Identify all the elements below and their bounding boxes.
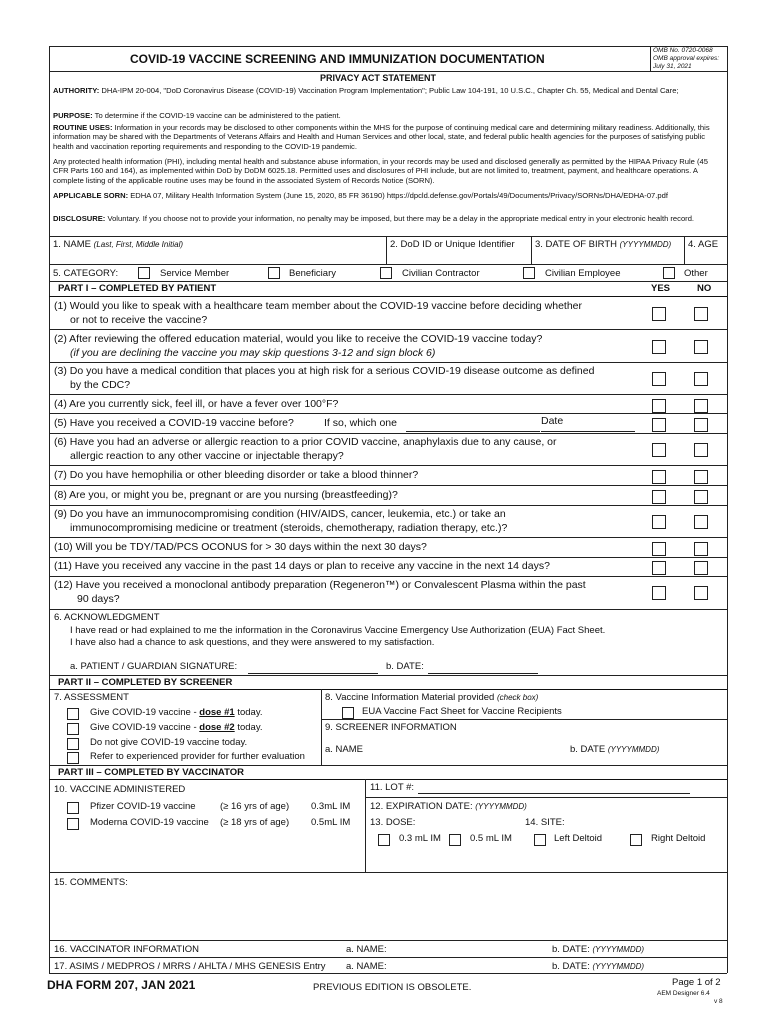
- dodid-label: 2. DoD ID or Unique Identifier: [390, 239, 515, 250]
- question-1-line1: (1) Would you like to speak with a healthcare team member about the COVID-19 vaccine before deciding whether: [54, 300, 582, 312]
- q2-yes-checkbox[interactable]: [652, 340, 666, 354]
- q2-no-checkbox[interactable]: [694, 340, 708, 354]
- name-label: 1. NAME (Last, First, Middle Initial): [53, 239, 184, 250]
- form-top-border: [49, 46, 727, 47]
- moderna-age: (≥ 18 yrs of age): [220, 817, 290, 828]
- form-bottom-border: [49, 973, 727, 974]
- q6-divider: [49, 465, 727, 466]
- vaccinator-divider: [49, 957, 727, 958]
- screener-info-label: 9. SCREENER INFORMATION: [325, 722, 457, 733]
- right-deltoid-checkbox[interactable]: [630, 834, 642, 846]
- refer-provider-label: Refer to experienced provider for further evaluation: [90, 751, 305, 762]
- q7-yes-checkbox[interactable]: [652, 470, 666, 484]
- vaccinator-date-label: b. DATE: (YYYYMMDD): [552, 944, 645, 955]
- category-bottom-line: [49, 281, 727, 282]
- q11-yes-checkbox[interactable]: [652, 561, 666, 575]
- form-version: v 8: [714, 998, 723, 1005]
- yes-column-header: YES: [651, 283, 671, 294]
- form-title: COVID-19 VACCINE SCREENING AND IMMUNIZATION DOCUMENTATION: [130, 52, 545, 66]
- ack-line2: I have also had a chance to ask questions, and they were answered to my satisfaction.: [70, 637, 435, 648]
- purpose-paragraph: PURPOSE: To determine if the COVID-19 vaccine can be administered to the patient.: [53, 111, 341, 120]
- q1-divider: [49, 329, 727, 330]
- category-other-label: Other: [684, 268, 708, 279]
- obsolete-notice: PREVIOUS EDITION IS OBSOLETE.: [313, 982, 472, 993]
- form-right-border: [727, 46, 728, 973]
- dose-03-checkbox[interactable]: [378, 834, 390, 846]
- question-3-line1: (3) Do you have a medical condition that places you at high risk for a serious COVID-19 disease outcome as defined: [54, 365, 595, 377]
- omb-divider: [650, 46, 651, 71]
- dose-05-checkbox[interactable]: [449, 834, 461, 846]
- ack-date-label: b. DATE:: [386, 661, 424, 672]
- screener-name-label: a. NAME: [325, 744, 364, 755]
- pfizer-label: Pfizer COVID-19 vaccine: [90, 801, 196, 812]
- q1-yes-checkbox[interactable]: [652, 307, 666, 321]
- q5-yes-checkbox[interactable]: [652, 418, 666, 432]
- pfizer-checkbox[interactable]: [67, 802, 79, 814]
- q4-yes-checkbox[interactable]: [652, 399, 666, 413]
- left-deltoid-checkbox[interactable]: [534, 834, 546, 846]
- q6-no-checkbox[interactable]: [694, 443, 708, 457]
- header-divider: [49, 71, 727, 72]
- field-divider-1: [386, 236, 387, 264]
- dose-05-label: 0.5 mL IM: [470, 833, 512, 844]
- form-left-border: [49, 46, 50, 973]
- question-10: (10) Will you be TDY/TAD/PCS OCONUS for > 30 days within the next 30 days?: [54, 541, 427, 553]
- screener-date-label: b. DATE (YYYYMMDD): [570, 744, 660, 755]
- part3-heading: PART III – COMPLETED BY VACCINATOR: [58, 767, 244, 778]
- part1-heading: PART I – COMPLETED BY PATIENT: [58, 283, 217, 294]
- question-5: (5) Have you received a COVID-19 vaccine before?: [54, 417, 294, 429]
- q8-yes-checkbox[interactable]: [652, 490, 666, 504]
- signature-label: a. PATIENT / GUARDIAN SIGNATURE:: [70, 661, 238, 672]
- question-6-line1: (6) Have you had an adverse or allergic reaction to a prior COVID vaccine, anaphylaxis due to any cause, or: [54, 436, 557, 448]
- question-11: (11) Have you received any vaccine in the past 14 days or plan to receive any vaccine in the next 14 days?: [54, 560, 550, 572]
- right-deltoid-label: Right Deltoid: [651, 833, 706, 844]
- give-dose1-label: Give COVID-19 vaccine - dose #1 today.: [90, 707, 263, 718]
- q10-divider: [49, 557, 727, 558]
- comments-bottom-line: [49, 940, 727, 941]
- question-9-line1: (9) Do you have an immunocompromising condition (HIV/AIDS, cancer, leukemia, etc.) or take an: [54, 508, 506, 520]
- eua-label: EUA Vaccine Fact Sheet for Vaccine Recipients: [362, 706, 562, 717]
- ack-divider: [49, 675, 727, 676]
- part3-column-divider: [365, 779, 366, 872]
- form-number: DHA FORM 207, JAN 2021: [47, 978, 196, 992]
- q8-divider: [49, 505, 727, 506]
- question-1-line2: or not to receive the vaccine?: [70, 314, 208, 326]
- question-9-line2: immunocompromising medicine or treatment (steroids, chemotherapy, radiation therapy, etc.)?: [70, 522, 508, 534]
- eua-checkbox[interactable]: [342, 707, 354, 719]
- q5-divider: [49, 433, 727, 434]
- fields-top-line: [49, 236, 727, 237]
- category-contractor-label: Civilian Contractor: [402, 268, 480, 279]
- refer-provider-checkbox[interactable]: [67, 752, 79, 764]
- field-divider-3: [684, 236, 685, 264]
- sorn-paragraph: APPLICABLE SORN: EDHA 07, Military Health Information System (June 15, 2020, 85 FR 36190) https://dpcld.defense.gov/Portals/49/Documents/Privacy/SORNs/DHA/EDHA-07.pdf: [53, 191, 668, 200]
- q7-divider: [49, 485, 727, 486]
- q6-yes-checkbox[interactable]: [652, 443, 666, 457]
- category-beneficiary-label: Beneficiary: [289, 268, 336, 279]
- phi-paragraph: Any protected health information (PHI), including mental health and substance abuse information, in your records may be used and disclosed generally as permitted by the HIPAA Privacy Rule (45 CFR Parts 160 and 164), as implemented within DoD by DoDM 6025.18. Permitted uses and disclosures of PHI include, but are not limited to, treatment, payment, and healthcare operations. A complete listing of the applicable routine uses may be found in the associated System of Records Notice (SORN).: [53, 157, 708, 185]
- systems-entry-label: 17. ASIMS / MEDPROS / MRRS / AHLTA / MHS GENESIS Entry: [54, 961, 326, 972]
- do-not-give-label: Do not give COVID-19 vaccine today.: [90, 737, 248, 748]
- pfizer-age: (≥ 16 yrs of age): [220, 801, 290, 812]
- question-12-line2: 90 days?: [77, 593, 120, 605]
- q2-divider: [49, 362, 727, 363]
- q7-no-checkbox[interactable]: [694, 470, 708, 484]
- assessment-label: 7. ASSESSMENT: [54, 692, 129, 703]
- category-other-checkbox[interactable]: [663, 267, 675, 279]
- category-service-label: Service Member: [160, 268, 230, 279]
- part3-mid-line: [49, 872, 727, 873]
- category-employee-checkbox[interactable]: [523, 267, 535, 279]
- ack-line1: I have read or had explained to me the information in the Coronavirus Vaccine Emergency Use Authorization (EUA) Fact Sheet.: [70, 625, 606, 636]
- q10-no-checkbox[interactable]: [694, 542, 708, 556]
- dose-label: 13. DOSE:: [370, 817, 416, 828]
- lot-label: 11. LOT #:: [370, 782, 415, 793]
- expiration-label: 12. EXPIRATION DATE: (YYYYMMDD): [370, 801, 527, 812]
- q1-no-checkbox[interactable]: [694, 307, 708, 321]
- omb-expires-date: July 31, 2021: [653, 63, 692, 70]
- q5-no-checkbox[interactable]: [694, 418, 708, 432]
- q8-no-checkbox[interactable]: [694, 490, 708, 504]
- question-8: (8) Are you, or might you be, pregnant or are you nursing (breastfeeding)?: [54, 489, 398, 501]
- question-2-line2: (if you are declining the vaccine you may skip questions 3-12 and sign block 6): [70, 347, 436, 359]
- q5-date-field[interactable]: [541, 431, 635, 432]
- give-dose2-checkbox[interactable]: [67, 723, 79, 735]
- fields-bottom-line: [49, 264, 727, 265]
- q11-divider: [49, 576, 727, 577]
- part3-heading-line: [49, 779, 727, 780]
- omb-expires-label: OMB approval expires:: [653, 55, 720, 62]
- q9-no-checkbox[interactable]: [694, 515, 708, 529]
- give-dose2-label: Give COVID-19 vaccine - dose #2 today.: [90, 722, 263, 733]
- age-label: 4. AGE: [688, 239, 719, 250]
- moderna-label: Moderna COVID-19 vaccine: [90, 817, 209, 828]
- q4-no-checkbox[interactable]: [694, 399, 708, 413]
- part2-heading: PART II – COMPLETED BY SCREENER: [58, 677, 233, 688]
- signature-field[interactable]: [248, 673, 378, 674]
- part2-column-divider: [321, 689, 322, 765]
- q3-yes-checkbox[interactable]: [652, 372, 666, 386]
- designer-version: AEM Designer 6.4: [657, 990, 710, 997]
- ack-label: 6. ACKNOWLEDGMENT: [54, 612, 160, 623]
- privacy-heading: PRIVACY ACT STATEMENT: [320, 73, 437, 83]
- question-6-line2: allergic reaction to any other vaccine or injectable therapy?: [70, 450, 344, 462]
- disclosure-paragraph: DISCLOSURE: Voluntary. If you choose not to provide your information, no penalty may be imposed, but there may be a delay in the appropriate medical entry in your electronic health record.: [53, 214, 695, 223]
- question-7: (7) Do you have hemophilia or other bleeding disorder or take a blood thinner?: [54, 469, 419, 481]
- question-12-line1: (12) Have you received a monoclonal antibody preparation (Regeneron™) or Convalescent Plasma within the past: [54, 579, 586, 591]
- ack-date-field[interactable]: [428, 673, 538, 674]
- q4-divider: [49, 413, 727, 414]
- q12-divider: [49, 609, 727, 610]
- category-label: 5. CATEGORY:: [53, 268, 119, 279]
- lot-field[interactable]: [418, 793, 690, 794]
- vaccinator-name-label: a. NAME:: [346, 944, 387, 955]
- q5-date-label: Date: [541, 415, 564, 427]
- screener-top-line: [321, 719, 727, 720]
- omb-number: OMB No. 0720-0068: [653, 47, 713, 54]
- give-dose1-checkbox[interactable]: [67, 708, 79, 720]
- q11-no-checkbox[interactable]: [694, 561, 708, 575]
- dose-03-label: 0.3 mL IM: [399, 833, 441, 844]
- category-contractor-checkbox[interactable]: [380, 267, 392, 279]
- q5-which-field[interactable]: [406, 431, 540, 432]
- part2-heading-line: [49, 689, 727, 690]
- q9-divider: [49, 537, 727, 538]
- q10-yes-checkbox[interactable]: [652, 542, 666, 556]
- comments-label: 15. COMMENTS:: [54, 877, 128, 888]
- page-number: Page 1 of 2: [672, 977, 721, 988]
- pfizer-dose: 0.3mL IM: [311, 801, 351, 812]
- q5-which-label: If so, which one: [324, 417, 397, 429]
- do-not-give-checkbox[interactable]: [67, 738, 79, 750]
- site-label: 14. SITE:: [525, 817, 565, 828]
- moderna-dose: 0.5mL IM: [311, 817, 351, 828]
- q12-no-checkbox[interactable]: [694, 586, 708, 600]
- category-employee-label: Civilian Employee: [545, 268, 621, 279]
- lot-divider: [365, 797, 727, 798]
- q12-yes-checkbox[interactable]: [652, 586, 666, 600]
- dob-label: 3. DATE OF BIRTH (YYYYMMDD): [535, 239, 672, 250]
- vaccine-admin-label: 10. VACCINE ADMINISTERED: [54, 784, 186, 795]
- field-divider-2: [531, 236, 532, 264]
- part2-bottom-line: [49, 765, 727, 766]
- q3-divider: [49, 394, 727, 395]
- moderna-checkbox[interactable]: [67, 818, 79, 830]
- vim-label: 8. Vaccine Information Material provided (check box): [325, 692, 539, 703]
- part1-heading-line: [49, 296, 727, 297]
- routine-uses-paragraph: ROUTINE USES: Information in your records may be disclosed to other components within the MHS for the purpose of continuing medical care and determining military readiness. Additionally, this information may be shared with the Departments of Veterans Affairs and Health and Human Services and other local, state, and federal public health agencies for the purposes of satisfying public health and vaccination reporting requirements and responding to the COVID-19 pandemic.: [53, 123, 710, 151]
- q9-yes-checkbox[interactable]: [652, 515, 666, 529]
- systems-name-label: a. NAME:: [346, 961, 387, 972]
- category-beneficiary-checkbox[interactable]: [268, 267, 280, 279]
- question-3-line2: by the CDC?: [70, 379, 131, 391]
- left-deltoid-label: Left Deltoid: [554, 833, 603, 844]
- category-service-checkbox[interactable]: [138, 267, 150, 279]
- no-column-header: NO: [697, 283, 712, 294]
- question-4: (4) Are you currently sick, feel ill, or have a fever over 100°F?: [54, 398, 339, 410]
- vaccinator-info-label: 16. VACCINATOR INFORMATION: [54, 944, 199, 955]
- systems-date-label: b. DATE: (YYYYMMDD): [552, 961, 645, 972]
- comments-field[interactable]: [54, 892, 722, 938]
- question-2-line1: (2) After reviewing the offered education material, would you like to receive the COVID-19 vaccine today?: [54, 333, 543, 345]
- authority-paragraph: AUTHORITY: DHA-IPM 20-004, "DoD Coronavirus Disease (COVID-19) Vaccination Program Implementation"; Public Law 104-191, 10 U.S.C., Chapter Ch. 55, Medical and Dental Care;: [53, 86, 679, 95]
- q3-no-checkbox[interactable]: [694, 372, 708, 386]
